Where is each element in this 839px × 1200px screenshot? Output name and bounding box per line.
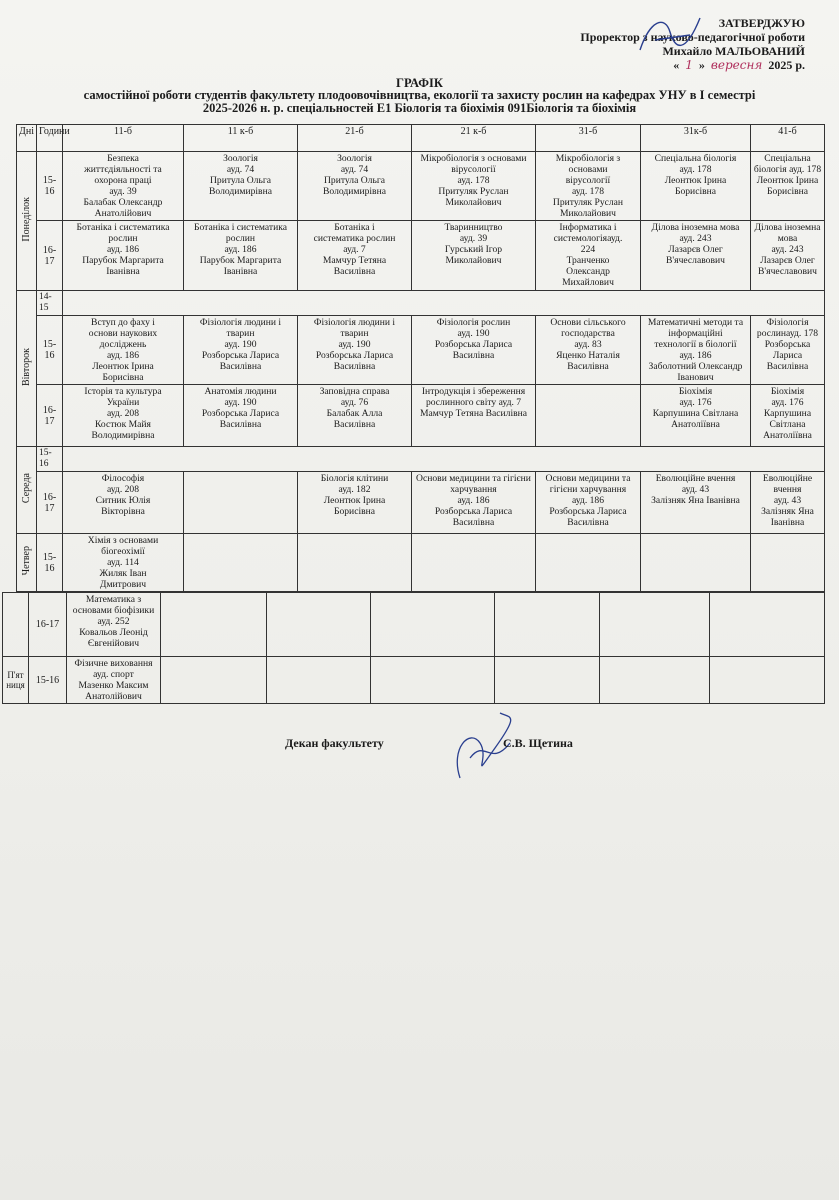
- cell-line: Безпека: [107, 153, 139, 164]
- cell-line: Мікробіологія з основами: [420, 153, 527, 164]
- schedule-cell: [495, 657, 600, 704]
- cell-line: Ділова іноземна: [754, 222, 821, 233]
- cell-line: Євгенійович: [87, 638, 140, 649]
- cell-line: ауд. 243: [679, 233, 712, 244]
- cell-line: ауд. 243: [771, 244, 804, 255]
- schedule-cell: [641, 534, 751, 592]
- cell-line: Парубок Маргарита: [82, 255, 164, 266]
- cell-line: Володимирівна: [91, 430, 155, 441]
- cell-line: Михайлович: [562, 277, 614, 288]
- schedule-cell: [412, 472, 536, 534]
- schedule-cell: [161, 593, 267, 657]
- schedule-cell: [412, 152, 536, 221]
- cell-line: Мамчур Тетяна Василівна: [419, 408, 528, 419]
- cell-line: Фізіологія рослин: [436, 317, 511, 328]
- schedule-cell: [298, 534, 412, 592]
- schedule-cell: [184, 152, 298, 221]
- handwritten-day: 1: [685, 58, 693, 72]
- cell-line: Основи сільського: [550, 317, 626, 328]
- schedule-cell: [600, 657, 710, 704]
- schedule-cell: [751, 152, 825, 221]
- cell-line: Хімія з основами: [87, 535, 159, 546]
- table-header-row: [17, 125, 825, 152]
- schedule-cell: [710, 657, 825, 704]
- cell-line: Володимирівна: [323, 186, 386, 197]
- schedule-cell: [641, 472, 751, 534]
- cell-line: Парубок Маргарита: [199, 255, 282, 266]
- cell-line: Зоологія: [223, 153, 258, 164]
- cell-line: Ділова іноземна мова: [651, 222, 740, 233]
- cell-line: Еволюційне вчення: [655, 473, 736, 484]
- schedule-cell: [63, 152, 184, 221]
- schedule-cell: [63, 472, 184, 534]
- cell-line: ауд. спорт: [93, 669, 134, 680]
- cell-line: Борисівна: [102, 372, 144, 383]
- time-cell: 16-17: [37, 385, 63, 447]
- cell-line: Анатолійович: [85, 691, 142, 702]
- cell-line: Мікробіологія з: [555, 153, 621, 164]
- cell-line: Розборська Лариса: [434, 339, 513, 350]
- cell-line: ауд. 114: [107, 557, 139, 568]
- schedule-cell: [371, 657, 495, 704]
- cell-line: Тваринництво: [444, 222, 503, 233]
- cell-line: Спеціальна біологія: [654, 153, 737, 164]
- cell-line: тварин: [226, 328, 255, 339]
- schedule-cell: [298, 152, 412, 221]
- cell-line: Гурський Ігор: [444, 244, 503, 255]
- cell-line: мова: [777, 233, 798, 244]
- cell-line: Дмитрович: [99, 579, 147, 590]
- cell-line: Балабак Олександр: [83, 197, 163, 208]
- table-row: [17, 221, 825, 291]
- cell-line: Фізіологія: [766, 317, 809, 328]
- schedule-cell: [267, 657, 371, 704]
- cell-line: рослинного світу ауд. 7: [425, 397, 522, 408]
- cell-line: Василівна: [567, 517, 609, 528]
- cell-line: Біохімія: [770, 386, 805, 397]
- cell-line: охорона праці: [94, 175, 152, 186]
- cell-line: Миколайович: [445, 197, 502, 208]
- cell-line: Ботаніка і систематика: [76, 222, 170, 233]
- document-subtitle: самостійної роботи студентів факультету плодоовочівництва, екології та захисту рослин на кафедрах УНУ в І семестрі: [83, 88, 756, 102]
- table-row: [3, 593, 825, 657]
- dean-label: Декан факультету: [285, 736, 384, 750]
- schedule-cell: [184, 316, 298, 385]
- cell-line: життєдіяльності та: [84, 164, 162, 175]
- cell-line: Карпушина Світлана: [652, 408, 739, 419]
- schedule-table: [16, 124, 825, 592]
- cell-line: ауд. 178: [571, 186, 605, 197]
- cell-line: ауд. 176: [771, 397, 804, 408]
- cell-line: ауд. 39: [459, 233, 488, 244]
- cell-line: ауд. 178: [679, 164, 712, 175]
- handwritten-month: вересня: [710, 58, 763, 72]
- schedule-cell: [641, 316, 751, 385]
- cell-line: Ботаніка і: [334, 222, 375, 233]
- cell-line: технології в біології: [654, 339, 737, 350]
- cell-line: Заболотний Олександр: [648, 361, 743, 372]
- schedule-cell: [641, 385, 751, 447]
- schedule-cell: [67, 593, 161, 657]
- schedule-cell: [371, 593, 495, 657]
- cell-line: Анатолійович: [94, 208, 152, 219]
- cell-line: основами біофізики: [72, 605, 155, 616]
- cell-line: Притуляк Руслан: [552, 197, 624, 208]
- day-cell: [17, 447, 37, 534]
- cell-line: Біохімія: [678, 386, 713, 397]
- cell-line: Розборська Лариса: [549, 506, 627, 517]
- cell-line: Василівна: [333, 266, 376, 277]
- cell-line: Іванівна: [770, 517, 805, 528]
- table-row: [17, 291, 825, 316]
- cell-line: ауд. 186: [106, 350, 140, 361]
- table-row: [3, 657, 825, 704]
- schedule-cell: [298, 385, 412, 447]
- cell-line: біогеохімії: [101, 546, 145, 557]
- schedule-cell: [184, 385, 298, 447]
- cell-line: Карпушина: [763, 408, 812, 419]
- cell-line: ауд. 74: [226, 164, 255, 175]
- cell-line: 224: [580, 244, 596, 255]
- cell-line: Іванович: [677, 372, 714, 383]
- schedule-cell: [641, 152, 751, 221]
- schedule-cell: [63, 534, 184, 592]
- schedule-cell: [63, 316, 184, 385]
- time-cell: 15-16: [37, 447, 63, 472]
- cell-line: Ковальов Леонід: [79, 627, 148, 638]
- cell-line: ауд. 190: [224, 339, 257, 350]
- table-row: [17, 534, 825, 592]
- cell-line: системологіяауд.: [553, 233, 623, 244]
- time-cell: 16-17: [37, 221, 63, 291]
- cell-line: харчування: [450, 484, 497, 495]
- approval-position: Проректор з науково-педагогічної роботи: [580, 30, 805, 44]
- schedule-cell: [267, 593, 371, 657]
- cell-line: досліджень: [99, 339, 147, 350]
- cell-line: ауд. 208: [106, 484, 140, 495]
- cell-line: Жиляк Іван: [99, 568, 147, 579]
- schedule-cell: [298, 472, 412, 534]
- cell-line: ауд. 186: [571, 495, 605, 506]
- cell-line: Залізняк Яна: [761, 506, 814, 517]
- cell-line: Ситник Юлія: [95, 495, 151, 506]
- day-cell: П'ят ниця: [3, 657, 29, 704]
- schedule-cell: [161, 657, 267, 704]
- cell-line: Інформатика і: [559, 222, 617, 233]
- schedule-cell: [536, 221, 641, 291]
- cell-line: Анатоліївна: [763, 430, 812, 441]
- cell-line: Василівна: [333, 419, 376, 430]
- schedule-cell: [63, 385, 184, 447]
- schedule-cell: [412, 385, 536, 447]
- cell-line: Лазарєв Олег: [668, 244, 723, 255]
- schedule-cell: [536, 152, 641, 221]
- cell-line: Іванівна: [223, 266, 258, 277]
- schedule-cell: [536, 385, 641, 447]
- cell-line: Борисівна: [333, 506, 376, 517]
- schedule-cell: [536, 316, 641, 385]
- cell-line: Філософія: [101, 473, 145, 484]
- cell-line: Лазарєв Олег: [760, 255, 815, 266]
- time-cell: 16-17: [29, 593, 67, 657]
- cell-line: Леонтюк Ірина: [664, 175, 727, 186]
- empty-slot: [63, 291, 825, 316]
- cell-line: Яценко Наталія: [556, 350, 620, 361]
- cell-line: гігієни харчування: [549, 484, 627, 495]
- cell-line: основи наукових: [88, 328, 158, 339]
- cell-line: України: [106, 397, 140, 408]
- cell-line: Вступ до фаху і: [91, 317, 155, 328]
- cell-line: Мамчур Тетяна: [322, 255, 387, 266]
- approval-date: « 1 » вересня 2025 р.: [673, 58, 805, 72]
- schedule-cell: [412, 221, 536, 291]
- document-subtitle-2: 2025-2026 н. р. спеціальностей Е1 Біологія та біохімія 091Біологія та біохімія: [202, 101, 637, 115]
- document-title: ГРАФІК: [396, 76, 443, 90]
- cell-line: господарства: [561, 328, 615, 339]
- day-label: Вівторок: [21, 347, 32, 387]
- cell-line: Леонтюк Ірина: [756, 175, 819, 186]
- cell-line: Біологія клітини: [320, 473, 389, 484]
- time-cell: 16-17: [37, 472, 63, 534]
- schedule-table-continued: [2, 592, 825, 704]
- schedule-cell: [67, 657, 161, 704]
- cell-line: вчення: [773, 484, 802, 495]
- cell-line: Фізіологія людини і: [199, 317, 282, 328]
- cell-line: ауд. 208: [106, 408, 140, 419]
- table-row: [17, 472, 825, 534]
- time-cell: 15-16: [29, 657, 67, 704]
- schedule-cell: [495, 593, 600, 657]
- cell-line: ауд. 176: [679, 397, 712, 408]
- schedule-cell: [63, 221, 184, 291]
- schedule-cell: [536, 534, 641, 592]
- col-header-group: 11-б: [63, 125, 184, 152]
- schedule-cell: [184, 472, 298, 534]
- cell-line: ауд. 39: [109, 186, 137, 197]
- cell-line: Історія та культура: [84, 386, 162, 397]
- schedule-cell: [641, 221, 751, 291]
- approval-signature: [630, 10, 710, 60]
- cell-line: Володимирівна: [209, 186, 272, 197]
- cell-line: Притула Ольга: [209, 175, 272, 186]
- cell-line: ауд. 83: [574, 339, 602, 350]
- cell-line: вірусології: [565, 175, 611, 186]
- cell-line: Костюк Майя: [95, 419, 151, 430]
- cell-line: ауд. 186: [679, 350, 712, 361]
- day-label: Середа: [21, 473, 32, 504]
- cell-line: Розборська Лариса: [315, 350, 394, 361]
- cell-line: Борисівна: [766, 186, 809, 197]
- schedule-cell: [751, 316, 825, 385]
- cell-line: Ботаніка і систематика: [194, 222, 287, 233]
- dean-name: С.В. Щетина: [503, 736, 573, 750]
- day-label: Четвер: [21, 546, 32, 576]
- cell-line: ауд. 43: [773, 495, 802, 506]
- cell-line: Анатоліївна: [671, 419, 720, 430]
- cell-line: Зоологія: [337, 153, 372, 164]
- day-cell: [3, 593, 29, 657]
- cell-line: Залізняк Яна Іванівна: [651, 495, 740, 506]
- table-row: [17, 385, 825, 447]
- cell-line: Василівна: [452, 517, 495, 528]
- cell-line: ауд. 178: [457, 175, 490, 186]
- cell-line: рослинауд. 178: [756, 328, 819, 339]
- cell-line: ауд. 76: [340, 397, 369, 408]
- cell-line: Основи медицини та гігієни: [416, 473, 531, 484]
- empty-slot: [63, 447, 825, 472]
- cell-line: Мазенко Максим: [78, 680, 149, 691]
- cell-line: Розборська Лариса: [764, 339, 811, 361]
- day-cell: [17, 152, 37, 291]
- schedule-cell: [751, 472, 825, 534]
- schedule-cell: [751, 221, 825, 291]
- cell-line: Василівна: [452, 350, 495, 361]
- cell-line: Вікторівна: [101, 506, 145, 517]
- cell-line: Розборська Лариса: [201, 350, 280, 361]
- schedule-cell: [412, 534, 536, 592]
- cell-line: Фізичне виховання: [74, 658, 153, 669]
- schedule-cell: [536, 472, 641, 534]
- table-row: [17, 447, 825, 472]
- cell-line: Притуляк Руслан: [438, 186, 509, 197]
- time-cell: 15-16: [37, 316, 63, 385]
- cell-line: Основи медицини та: [545, 473, 631, 484]
- cell-line: Анатомія людини: [204, 386, 277, 397]
- col-header-group: 21 к-б: [412, 125, 536, 152]
- cell-line: Миколайович: [560, 208, 616, 219]
- col-header-days: Дні: [17, 125, 37, 152]
- cell-line: Інтродукція і збереження: [421, 386, 526, 397]
- cell-line: Еволюційне: [762, 473, 813, 484]
- cell-line: Борисівна: [674, 186, 717, 197]
- cell-line: інформаційні: [668, 328, 723, 339]
- cell-line: Розборська Лариса: [201, 408, 280, 419]
- cell-line: Василівна: [219, 419, 262, 430]
- day-cell: [17, 534, 37, 592]
- time-cell: 14-15: [37, 291, 63, 316]
- col-header-group: 31к-б: [641, 125, 751, 152]
- time-cell: 15-16: [37, 534, 63, 592]
- col-header-group: 41-б: [751, 125, 825, 152]
- cell-line: Леонтюк Ірина: [92, 361, 154, 372]
- cell-line: Транченко: [566, 255, 610, 266]
- cell-line: ауд. 74: [340, 164, 369, 175]
- schedule-cell: [710, 593, 825, 657]
- cell-line: В'ячеславович: [758, 266, 817, 277]
- schedule-cell: [184, 221, 298, 291]
- cell-line: рослин: [225, 233, 256, 244]
- cell-line: ауд. 252: [97, 616, 130, 627]
- cell-line: ауд. 186: [457, 495, 490, 506]
- cell-line: Математичні методи та: [647, 317, 744, 328]
- schedule-cell: [298, 316, 412, 385]
- cell-line: Балабак Алла: [326, 408, 383, 419]
- cell-line: основами: [568, 164, 608, 175]
- cell-line: В'ячеславович: [666, 255, 725, 266]
- col-header-group: 31-б: [536, 125, 641, 152]
- table-row: [17, 152, 825, 221]
- cell-line: ауд. 186: [106, 244, 140, 255]
- cell-line: Розборська Лариса: [434, 506, 513, 517]
- cell-line: Іванівна: [106, 266, 140, 277]
- schedule-cell: [412, 316, 536, 385]
- schedule-cell: [184, 534, 298, 592]
- cell-line: ауд. 186: [224, 244, 257, 255]
- cell-line: вірусології: [451, 164, 496, 175]
- cell-line: ауд. 190: [224, 397, 257, 408]
- cell-line: Миколайович: [445, 255, 502, 266]
- day-label: Понеділок: [21, 197, 32, 242]
- cell-line: ауд. 182: [338, 484, 371, 495]
- cell-line: Василівна: [219, 361, 262, 372]
- cell-line: рослин: [108, 233, 138, 244]
- col-header-group: 11 к-б: [184, 125, 298, 152]
- cell-line: систематика рослин: [313, 233, 396, 244]
- schedule-cell: [298, 221, 412, 291]
- col-header-hours: Години: [37, 125, 63, 152]
- cell-line: Леонтюк Ірина: [323, 495, 386, 506]
- cell-line: ауд. 43: [681, 484, 710, 495]
- cell-line: Світлана: [769, 419, 806, 430]
- approval-title: ЗАТВЕРДЖУЮ: [718, 16, 805, 30]
- schedule-cell: [751, 534, 825, 592]
- cell-line: Василівна: [766, 361, 809, 372]
- cell-line: Василівна: [567, 361, 609, 372]
- cell-line: біологія ауд. 178: [753, 164, 822, 175]
- cell-line: ауд. 7: [343, 244, 366, 255]
- col-header-group: 21-б: [298, 125, 412, 152]
- cell-line: ауд. 190: [457, 328, 490, 339]
- schedule-cell: [600, 593, 710, 657]
- schedule-cell: [751, 385, 825, 447]
- approval-name: Михайло МАЛЬОВАНИЙ: [662, 44, 805, 58]
- cell-line: Математика з: [85, 594, 142, 605]
- day-cell: [17, 291, 37, 447]
- time-cell: 15-16: [37, 152, 63, 221]
- cell-line: Василівна: [333, 361, 376, 372]
- cell-line: ауд. 190: [338, 339, 371, 350]
- cell-line: Фізіологія людини і: [313, 317, 396, 328]
- cell-line: Притула Ольга: [323, 175, 386, 186]
- table-row: [17, 316, 825, 385]
- cell-line: тварин: [340, 328, 369, 339]
- cell-line: Заповідна справа: [319, 386, 390, 397]
- cell-line: Спеціальна: [764, 153, 811, 164]
- cell-line: Олександр: [566, 266, 610, 277]
